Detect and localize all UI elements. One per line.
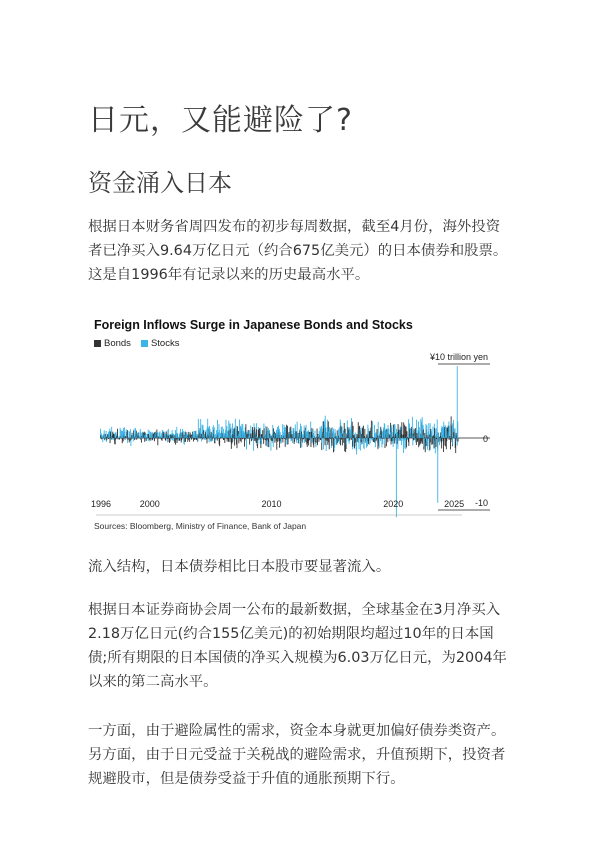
bonds-bar xyxy=(364,429,365,438)
stocks-bar xyxy=(323,438,324,449)
bonds-bar xyxy=(300,438,301,448)
bonds-bar xyxy=(458,438,459,442)
bonds-bar xyxy=(371,421,372,438)
stocks-bar xyxy=(177,433,178,438)
legend-label-bonds: Bonds xyxy=(104,337,131,349)
stocks-bar xyxy=(133,438,134,441)
x-tick-label: 2010 xyxy=(261,499,282,509)
stocks-bar xyxy=(437,419,438,438)
stocks-bar xyxy=(366,438,367,448)
bonds-bar xyxy=(439,437,440,438)
bonds-bar xyxy=(268,438,269,447)
legend-item-stocks xyxy=(141,338,180,349)
bonds-bar xyxy=(262,430,263,438)
stocks-bar xyxy=(246,438,247,449)
bonds-bar xyxy=(331,428,332,438)
bonds-bar xyxy=(217,438,218,441)
stocks-bar xyxy=(146,438,147,441)
bonds-bar xyxy=(263,438,264,444)
bonds-bar xyxy=(196,438,197,440)
bonds-bar xyxy=(191,438,192,440)
bonds-bar xyxy=(188,438,189,440)
bonds-bar xyxy=(368,438,369,444)
stocks-bar xyxy=(273,438,274,447)
bonds-bar xyxy=(345,429,346,438)
bonds-bar xyxy=(123,438,124,441)
bonds-bar xyxy=(343,438,344,443)
bonds-bar xyxy=(241,438,242,442)
stocks-bar xyxy=(143,438,144,439)
legend-label-stocks: Stocks xyxy=(150,337,180,349)
x-tick-label: 2020 xyxy=(383,499,404,509)
stocks-bar xyxy=(398,438,399,439)
legend-swatch-stocks xyxy=(141,340,148,347)
bonds-bar xyxy=(101,438,102,439)
stocks-bar xyxy=(151,433,152,438)
bonds-bar xyxy=(325,438,326,445)
paragraph-flow-structure: 流入结构，日本债券相比日本股市要显著流入。 xyxy=(88,559,391,575)
stocks-bar xyxy=(237,438,238,440)
bonds-bar xyxy=(455,438,456,453)
y-tick-zero: 0 xyxy=(482,434,488,444)
bonds-bar xyxy=(291,434,292,438)
stocks-bar xyxy=(267,430,268,438)
legend-swatch-bonds xyxy=(94,340,101,347)
bonds-bar xyxy=(295,438,296,439)
stocks-bar xyxy=(364,438,365,449)
bonds-bar xyxy=(251,434,252,439)
stocks-bar xyxy=(115,433,116,438)
stocks-bar xyxy=(426,438,427,442)
stocks-bar xyxy=(149,431,150,438)
bonds-bar xyxy=(436,438,437,447)
bonds-bar xyxy=(354,438,355,448)
bonds-extreme-bar xyxy=(451,416,452,438)
stocks-bar xyxy=(322,438,323,443)
stocks-bar xyxy=(402,438,403,441)
bonds-bar xyxy=(212,438,213,441)
stocks-bar xyxy=(359,438,360,449)
stocks-bar xyxy=(400,438,401,441)
bonds-bar xyxy=(175,438,176,445)
bonds-bar xyxy=(135,438,136,439)
stocks-bar xyxy=(325,427,326,438)
bonds-bar xyxy=(220,438,221,439)
bonds-bar xyxy=(441,438,442,448)
bonds-bar xyxy=(193,438,194,442)
bonds-bar xyxy=(392,437,393,438)
bonds-bar xyxy=(181,438,182,440)
bonds-bar xyxy=(358,422,359,438)
bonds-bar xyxy=(174,438,175,443)
bonds-bar xyxy=(254,438,255,441)
stocks-bar xyxy=(304,438,305,443)
stocks-bar xyxy=(102,438,103,442)
bonds-bar xyxy=(224,438,225,443)
stocks-bar xyxy=(225,438,226,439)
stocks-bar xyxy=(302,434,303,438)
stocks-bar xyxy=(261,438,262,444)
stocks-bar xyxy=(281,438,282,444)
bonds-bar xyxy=(154,438,155,441)
bonds-bar xyxy=(450,438,451,449)
bonds-bar xyxy=(230,438,231,442)
stocks-bar xyxy=(291,438,292,441)
bonds-bar xyxy=(207,438,208,443)
bonds-bar xyxy=(349,438,350,440)
bonds-bar xyxy=(165,438,166,441)
bonds-bar xyxy=(277,438,278,442)
stocks-bar xyxy=(419,427,420,438)
stocks-bar xyxy=(333,429,334,438)
bonds-bar xyxy=(420,438,421,444)
stocks-bar xyxy=(346,438,347,445)
stocks-bar xyxy=(381,438,382,447)
bonds-bar xyxy=(108,438,109,439)
bonds-bar xyxy=(158,438,159,439)
bonds-bar xyxy=(219,438,220,446)
x-tick-label: 1996 xyxy=(90,499,112,509)
chart-figure xyxy=(90,318,495,538)
bonds-bar xyxy=(341,438,342,440)
stocks-bar xyxy=(299,438,300,444)
stocks-bar xyxy=(348,438,349,442)
stocks-bar xyxy=(423,435,424,438)
article-title: 日元，又能避险了? xyxy=(88,103,353,138)
bonds-bar xyxy=(340,438,341,445)
stocks-bar xyxy=(120,438,121,439)
bonds-bar xyxy=(274,438,275,443)
bonds-bar xyxy=(383,438,384,439)
bonds-bar xyxy=(150,438,151,441)
bonds-bar xyxy=(408,438,409,446)
stocks-bar xyxy=(389,438,390,441)
bonds-bar xyxy=(288,438,289,444)
bonds-bar xyxy=(329,438,330,449)
bonds-bar xyxy=(252,430,253,438)
bonds-bar xyxy=(352,422,353,438)
bonds-bar xyxy=(119,438,120,440)
bonds-bar xyxy=(249,438,250,445)
bonds-bar xyxy=(144,438,145,442)
bonds-bar xyxy=(238,438,239,443)
stocks-bar xyxy=(259,438,260,440)
stocks-bar xyxy=(352,438,353,441)
bonds-bar xyxy=(162,438,163,441)
stocks-bar xyxy=(171,438,172,440)
bonds-bar xyxy=(276,438,277,450)
bonds-bar xyxy=(446,438,447,441)
bonds-bar xyxy=(245,438,246,439)
chart-plot xyxy=(90,348,495,518)
bonds-bar xyxy=(317,438,318,445)
stocks-bar xyxy=(269,438,270,439)
bonds-bar xyxy=(285,438,286,447)
stocks-bar xyxy=(280,433,281,438)
bonds-bar xyxy=(314,438,315,439)
stocks-bar xyxy=(356,438,357,455)
stocks-bar xyxy=(214,435,215,438)
stocks-bar xyxy=(293,428,294,438)
stocks-bar xyxy=(209,438,210,442)
bonds-bar xyxy=(186,438,187,439)
bonds-bar xyxy=(427,435,428,438)
chart-title: Foreign Inflows Surge in Japanese Bonds and Stocks xyxy=(94,318,413,332)
bonds-bar xyxy=(445,438,446,446)
bonds-bar xyxy=(342,438,343,445)
stocks-bar xyxy=(315,431,316,438)
bonds-bar xyxy=(179,438,180,441)
stocks-bar xyxy=(201,438,202,441)
stocks-bar xyxy=(219,430,220,438)
stocks-extreme-bar xyxy=(437,438,438,503)
bonds-bar xyxy=(422,438,423,444)
stocks-bar xyxy=(337,436,338,438)
stocks-bar xyxy=(112,438,113,439)
stocks-bar xyxy=(455,428,456,438)
bonds-bar xyxy=(129,438,130,442)
bonds-bar xyxy=(421,438,422,441)
bonds-bar xyxy=(432,438,433,444)
stocks-bar xyxy=(372,421,373,438)
bonds-bar xyxy=(407,431,408,438)
bonds-bar xyxy=(131,438,132,440)
bonds-bar xyxy=(136,438,137,440)
stocks-bar xyxy=(355,433,356,438)
bonds-bar xyxy=(234,438,235,446)
bonds-bar xyxy=(376,438,377,440)
bonds-bar xyxy=(386,438,387,446)
x-tick-label: 2000 xyxy=(139,499,160,509)
stocks-bar xyxy=(197,438,198,441)
bonds-bar xyxy=(247,438,248,439)
stocks-bar xyxy=(306,432,307,438)
stocks-bar xyxy=(110,438,111,440)
bonds-bar xyxy=(313,438,314,448)
stocks-bar xyxy=(130,429,131,438)
bonds-bar xyxy=(296,431,297,438)
stocks-bar xyxy=(216,438,217,439)
bonds-bar xyxy=(327,438,328,445)
section-heading: 资金涌入日本 xyxy=(88,169,232,197)
bonds-bar xyxy=(372,437,373,438)
bonds-bar xyxy=(391,438,392,444)
bonds-bar xyxy=(444,438,445,445)
stocks-bar xyxy=(339,427,340,438)
bonds-bar xyxy=(418,438,419,447)
bonds-bar xyxy=(228,438,229,442)
bonds-bar xyxy=(415,428,416,438)
chart-source-note: Sources: Bloomberg, Ministry of Finance, Bank of Japan xyxy=(94,521,307,531)
bonds-bar xyxy=(416,438,417,445)
stocks-bar xyxy=(250,438,251,439)
bonds-bar xyxy=(363,426,364,438)
bonds-bar xyxy=(157,438,158,445)
stocks-bar xyxy=(233,438,234,441)
stocks-bar xyxy=(141,438,142,439)
bonds-bar xyxy=(318,438,319,442)
stocks-bar xyxy=(316,438,317,439)
stocks-bar xyxy=(296,438,297,443)
bonds-bar xyxy=(185,438,186,442)
stocks-bar xyxy=(372,438,373,441)
bonds-bar xyxy=(424,433,425,438)
stocks-bar xyxy=(378,422,379,438)
legend-item-bonds xyxy=(94,338,131,349)
bonds-bar xyxy=(279,438,280,448)
stocks-bar xyxy=(172,438,173,441)
stocks-bar xyxy=(334,438,335,448)
bonds-bar xyxy=(326,438,327,441)
x-tick-label: 2025 xyxy=(444,499,465,509)
paragraph-analysis: 一方面，由于避险属性的需求，资金本身就更加偏好债券类资产。另方面，由于日元受益于关税战的避险需求，升值预期下，投资者规避股市，但是债券受益于升值的通胀预期下行。 xyxy=(88,723,506,787)
bonds-bar xyxy=(256,438,257,443)
bonds-bar xyxy=(332,438,333,446)
bonds-bar xyxy=(141,438,142,443)
bonds-bar xyxy=(417,438,418,441)
stocks-bar xyxy=(170,438,171,439)
stocks-bar xyxy=(204,438,205,440)
bonds-bar xyxy=(106,438,107,440)
stocks-bar xyxy=(382,438,383,444)
y-axis-unit-label: ¥10 trillion yen xyxy=(429,352,488,362)
bonds-bar xyxy=(311,428,312,438)
bonds-bar xyxy=(177,438,178,443)
bonds-bar xyxy=(272,438,273,441)
bonds-bar xyxy=(387,438,388,442)
bar-series-group xyxy=(100,366,490,517)
bonds-bar xyxy=(308,438,309,446)
bonds-bar xyxy=(282,438,283,442)
bonds-bar xyxy=(227,438,228,442)
bonds-bar xyxy=(394,438,395,443)
bonds-bar xyxy=(413,438,414,440)
paragraph-jsda-data: 根据日本证券商协会周一公布的最新数据，全球基金在3月净买入2.18万亿日元(约合155亿美元)的初始期限均超过10年的日本国债;所有期限的日本国债的净买入规模为6.03万亿日元，为2004年以来的第二高水平。 xyxy=(88,602,507,690)
stocks-bar xyxy=(452,438,453,445)
bonds-bar xyxy=(127,430,128,438)
stocks-bar xyxy=(427,438,428,446)
bonds-bar xyxy=(202,438,203,440)
bonds-bar xyxy=(434,428,435,438)
stocks-bar xyxy=(382,432,383,438)
stocks-extreme-bar xyxy=(457,366,458,438)
stocks-bar xyxy=(404,438,405,448)
stocks-bar xyxy=(125,438,126,439)
bonds-bar xyxy=(194,438,195,440)
bonds-bar xyxy=(416,433,417,438)
bonds-bar xyxy=(117,429,118,438)
stocks-bar xyxy=(362,438,363,439)
stocks-bar xyxy=(320,427,321,438)
bonds-bar xyxy=(316,438,317,443)
bonds-bar xyxy=(403,422,404,438)
bonds-bar xyxy=(243,438,244,439)
bonds-bar xyxy=(305,438,306,442)
stocks-bar xyxy=(379,438,380,448)
stocks-bar xyxy=(256,436,257,438)
paragraph-foreign-buying: 根据日本财务省周四发布的初步每周数据，截至4月份，海外投资者已净买入9.64万亿日元（约合675亿美元）的日本债券和股票。这是自1996年有记录以来的历史最高水平。 xyxy=(88,219,508,283)
stocks-bar xyxy=(385,438,386,444)
stocks-bar xyxy=(370,438,371,443)
stocks-bar xyxy=(292,438,293,443)
bonds-bar xyxy=(449,438,450,440)
stocks-bar xyxy=(210,438,211,441)
y-tick-minus-ten: -10 xyxy=(474,498,488,508)
bonds-bar xyxy=(430,438,431,442)
